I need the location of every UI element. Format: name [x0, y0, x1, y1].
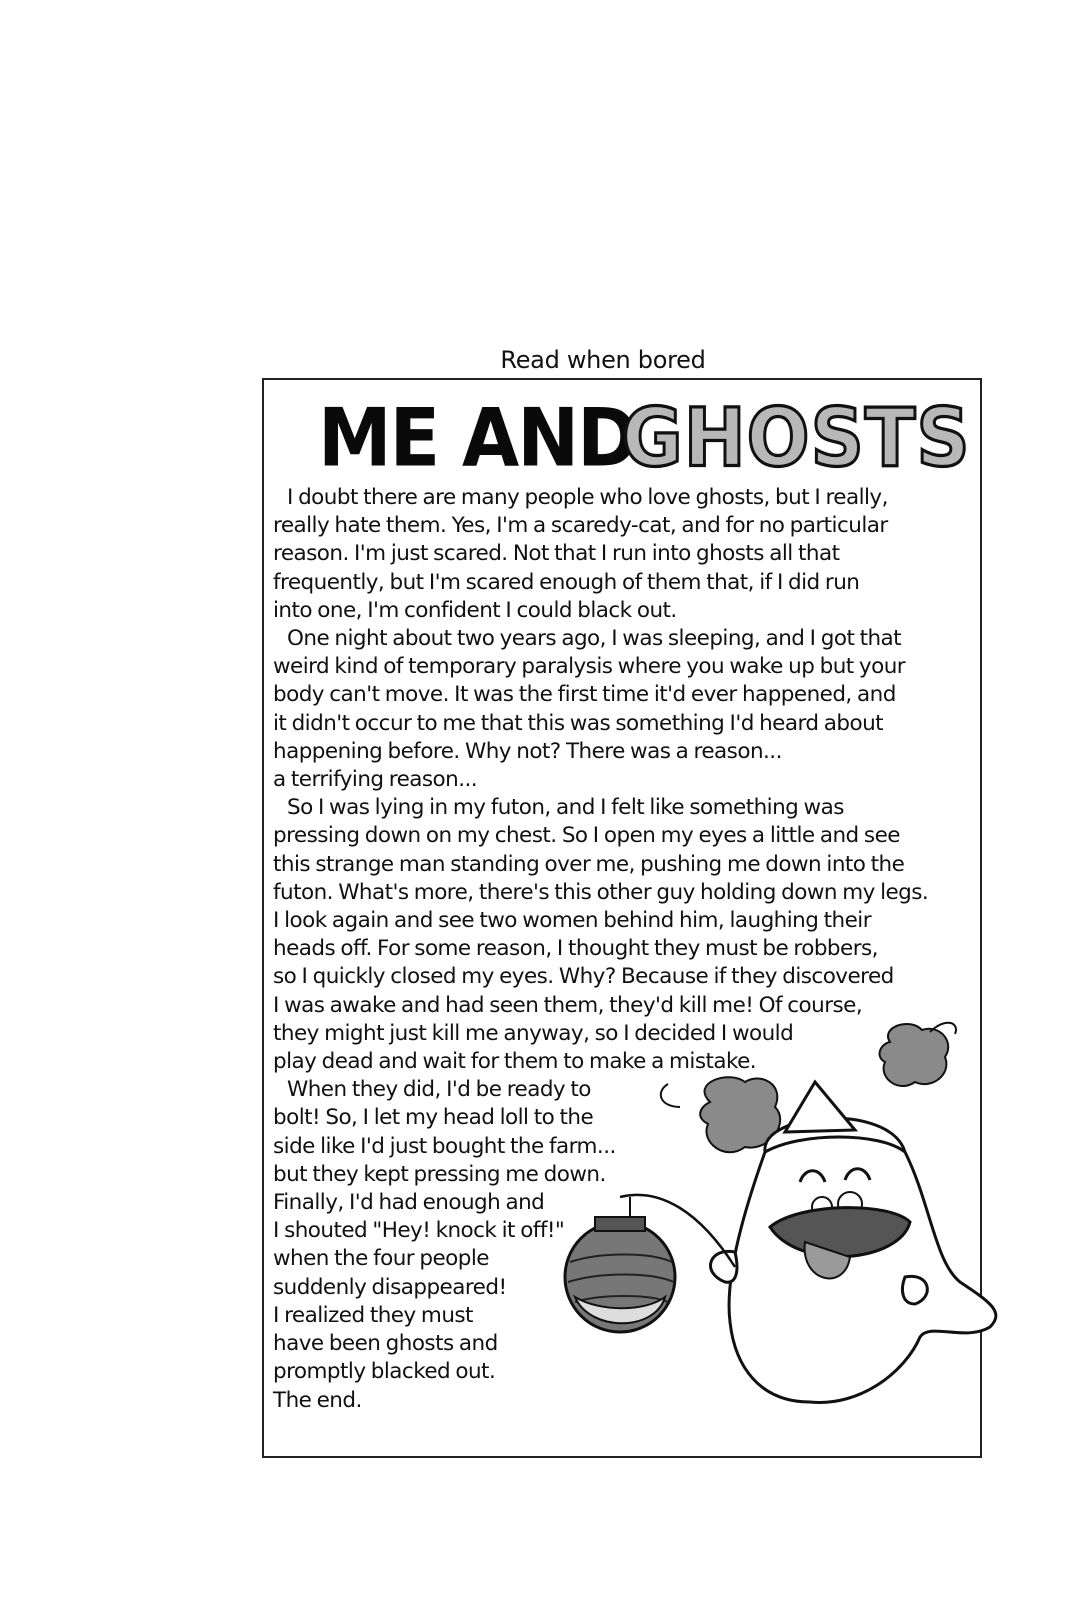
- story-line: The end.: [273, 1387, 362, 1413]
- story-line: side like I'd just bought the farm...: [273, 1133, 616, 1159]
- story-line: I look again and see two women behind him, laughing their: [273, 908, 871, 934]
- essay-title: [300, 392, 971, 492]
- story-line: a terrifying reason...: [273, 767, 478, 793]
- ghost-arm-right: [902, 1276, 927, 1304]
- story-line: When they did, I'd be ready to: [287, 1077, 591, 1103]
- story-line: promptly blacked out.: [273, 1359, 496, 1385]
- story-line: So I was lying in my futon, and I felt like something was: [287, 795, 844, 821]
- story-line: Finally, I'd had enough and: [273, 1190, 545, 1216]
- paper-lantern-icon: [565, 1217, 675, 1332]
- story-line: reason. I'm just scared. Not that I run into ghosts all that: [273, 541, 840, 567]
- story-line: it didn't occur to me that this was something I'd heard about: [273, 710, 884, 736]
- story-line: play dead and wait for them to make a mistake.: [273, 1049, 757, 1075]
- triangle-hat-icon: [785, 1082, 855, 1132]
- story-line: really hate them. Yes, I'm a scaredy-cat, and for no particular: [273, 513, 888, 539]
- story-line: heads off. For some reason, I thought they must be robbers,: [273, 936, 878, 962]
- story-line: weird kind of temporary paralysis where you wake up but your: [273, 654, 906, 680]
- story-line: have been ghosts and: [273, 1331, 498, 1357]
- story-line: so I quickly closed my eyes. Why? Because if they discovered: [273, 964, 894, 990]
- story-line: I shouted "Hey! knock it off!": [273, 1218, 565, 1244]
- story-line: body can't move. It was the first time it'd ever happened, and: [273, 682, 896, 708]
- spirit-flame-left-icon: [661, 1077, 780, 1152]
- story-line: frequently, but I'm scared enough of them that, if I did run: [273, 569, 860, 595]
- story-line: suddenly disappeared!: [273, 1274, 507, 1300]
- story-line: One night about two years ago, I was sleeping, and I got that: [287, 626, 902, 652]
- story-line: bolt! So, I let my head loll to the: [273, 1105, 594, 1131]
- story-line: when the four people: [273, 1246, 489, 1272]
- spirit-flame-right-icon: [880, 1023, 956, 1086]
- story-line: this strange man standing over me, pushing me down into the: [273, 851, 905, 877]
- page-subtitle: Read when bored: [500, 346, 706, 374]
- story-line: but they kept pressing me down.: [273, 1161, 606, 1187]
- ghost-arm-left: [711, 1251, 737, 1282]
- story-line: I doubt there are many people who love ghosts, but I really,: [287, 485, 888, 510]
- story-line: they might just kill me anyway, so I decided I would: [273, 1020, 794, 1046]
- story-line: into one, I'm confident I could black out.: [273, 597, 677, 623]
- ghost-illustration: [560, 1012, 1030, 1432]
- title-ghosts: GHOSTS: [622, 392, 971, 485]
- ghost-body: [729, 1118, 996, 1402]
- story-line: pressing down on my chest. So I open my eyes a little and see: [273, 823, 900, 849]
- story-line: happening before. Why not? There was a reason...: [273, 738, 782, 764]
- title-me-and: ME AND: [318, 392, 637, 485]
- story-line: futon. What's more, there's this other guy holding down my legs.: [273, 879, 929, 905]
- story-line: I was awake and had seen them, they'd kill me! Of course,: [273, 992, 863, 1018]
- story-line: I realized they must: [273, 1302, 473, 1328]
